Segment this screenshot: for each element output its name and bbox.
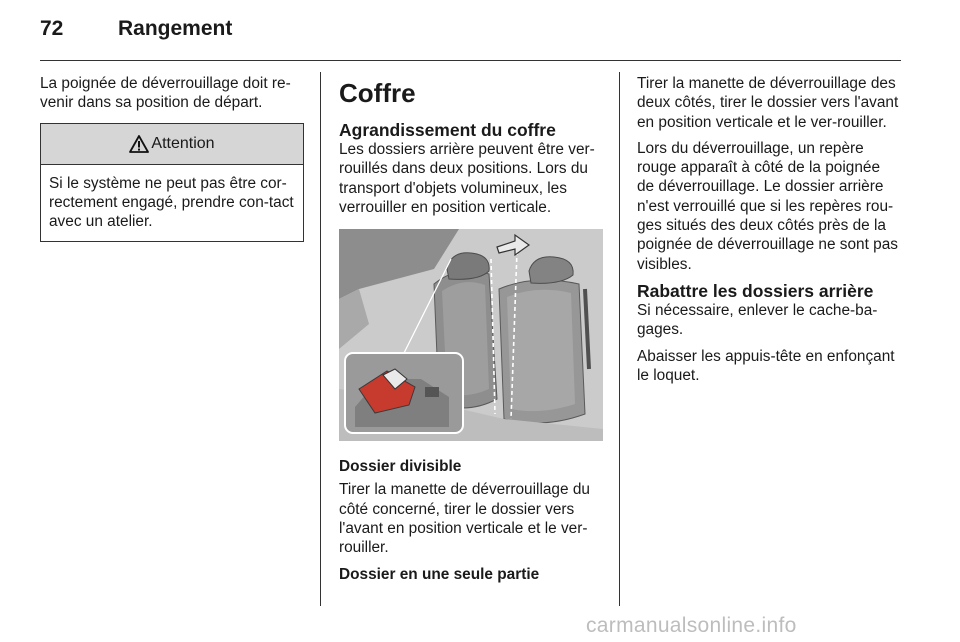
attention-title: Attention xyxy=(151,134,215,152)
attention-body: Si le système ne peut pas être cor-rectement engagé, prendre con-tact avec un atelier. xyxy=(49,174,294,231)
subheading-fold: Rabattre les dossiers arrière xyxy=(637,280,874,301)
paragraph: Tirer la manette de déverrouillage du côté concerné, tirer le dossier vers l'avant en position verticale et le ver-rouiller. xyxy=(339,481,590,557)
attention-box xyxy=(40,123,304,243)
paragraph: Si nécessaire, enlever le cache-ba-gages. xyxy=(637,301,878,339)
rear-seat-figure xyxy=(339,229,603,441)
chapter-title: Rangement xyxy=(118,17,233,40)
column-middle xyxy=(339,74,603,591)
label-split-backrest: Dossier divisible xyxy=(339,458,462,476)
watermark: carmanualsonline.info xyxy=(586,614,797,637)
intro-paragraph: La poignée de déverrouillage doit re-venir dans sa position de départ. xyxy=(40,75,291,112)
column-divider xyxy=(619,72,620,606)
subheading-enlarge: Agrandissement du coffre xyxy=(339,120,556,140)
paragraph: Les dossiers arrière peuvent être ver-rouillés dans deux positions. Lors du transport d'objets volumineux, les verrouiller en position verticale. xyxy=(339,141,595,216)
warning-triangle-icon xyxy=(129,135,149,153)
attention-header xyxy=(41,124,303,165)
section-title: Coffre xyxy=(339,78,416,108)
paragraph: Tirer la manette de déverrouillage des deux côtés, tirer le dossier vers l'avant en position verticale et le ver-rouiller. xyxy=(637,75,899,131)
label-single-backrest: Dossier en une seule partie xyxy=(339,565,540,583)
header-rule xyxy=(40,60,901,61)
column-left xyxy=(40,74,304,242)
column-right xyxy=(637,74,901,392)
paragraph: Abaisser les appuis-tête en enfonçant le loquet. xyxy=(637,347,895,384)
column-divider xyxy=(320,72,321,606)
paragraph: Lors du déverrouillage, un repère rouge apparaît à côté de la poignée de déverrouillage. Le dossier arrière n'est verrouillé que si les repères rou-ges situés des deux côtés près de la poignée de déverrouillage ne sont pas visibles. xyxy=(637,139,898,273)
rear-seat-backrest-illustration xyxy=(339,229,603,441)
page-number: 72 xyxy=(40,17,64,40)
